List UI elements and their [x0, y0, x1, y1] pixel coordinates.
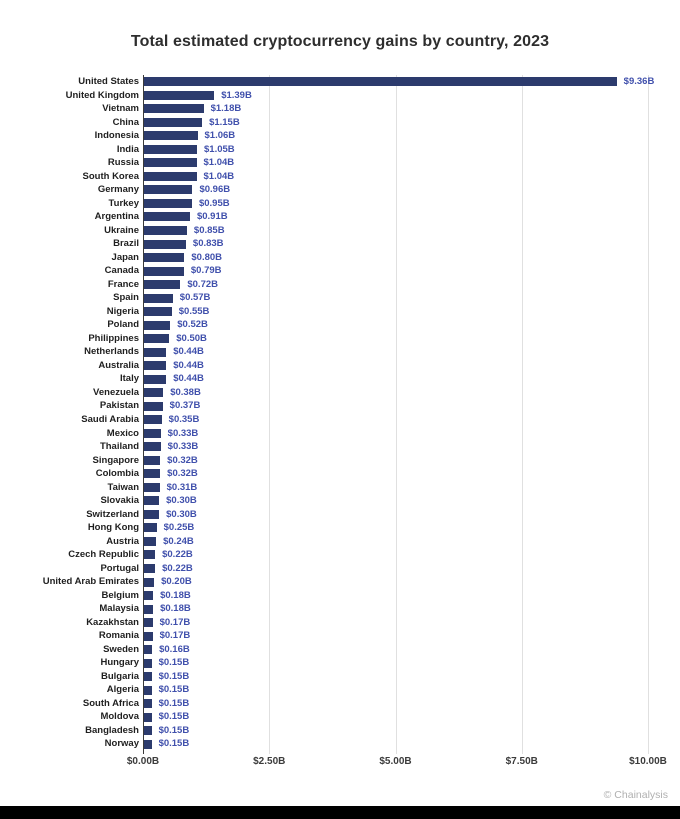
country-label: Brazil: [113, 238, 139, 250]
country-label: Vietnam: [102, 103, 139, 115]
chart-title: Total estimated cryptocurrency gains by country, 2023: [130, 33, 550, 50]
value-label: $0.30B: [166, 495, 197, 507]
value-label: $0.15B: [158, 711, 190, 723]
value-label: $0.72B: [187, 278, 218, 290]
country-label: Poland: [107, 319, 139, 331]
bar-row: [0, 467, 680, 481]
value-label: $0.15B: [158, 670, 190, 682]
value-label: $0.18B: [160, 603, 191, 615]
value-label: $0.44B: [173, 346, 204, 358]
bar-row: [0, 197, 680, 211]
country-label: Algeria: [106, 684, 139, 696]
value-label: $0.24B: [163, 535, 194, 547]
bar-row: [0, 210, 680, 224]
bar: [144, 591, 153, 600]
value-label: $0.37B: [169, 400, 201, 412]
value-label: $0.15B: [158, 657, 190, 669]
country-label: Belgium: [101, 589, 139, 601]
bar: [144, 672, 152, 681]
value-label: $1.18B: [210, 103, 242, 115]
bar: [144, 172, 197, 181]
bar: [144, 158, 197, 167]
value-label: $0.15B: [158, 738, 190, 750]
bar: [144, 185, 192, 194]
value-label: $0.22B: [162, 549, 193, 561]
country-label: France: [107, 278, 139, 290]
bar: [144, 240, 186, 249]
country-label: Colombia: [95, 468, 139, 480]
bar: [144, 280, 180, 289]
bar-row: [0, 291, 680, 305]
bar: [144, 375, 166, 384]
country-label: United States: [78, 76, 139, 87]
bar: [144, 131, 198, 140]
value-label: $1.04B: [203, 170, 235, 182]
country-label: South Africa: [82, 697, 139, 709]
value-label: $0.32B: [167, 468, 198, 480]
bar-row: [0, 89, 680, 103]
country-label: Austria: [106, 535, 139, 547]
country-label: Hungary: [100, 657, 139, 669]
value-label: $0.17B: [159, 616, 191, 628]
bar: [144, 361, 166, 370]
country-label: South Korea: [82, 170, 139, 182]
country-label: Mexico: [106, 427, 139, 439]
country-label: Italy: [119, 373, 139, 385]
bar: [144, 564, 155, 573]
bar: [144, 726, 152, 735]
value-label: $0.96B: [199, 184, 231, 196]
value-label: $0.15B: [158, 724, 190, 736]
bar: [144, 429, 161, 438]
x-axis-tick-label: $0.00B: [126, 756, 160, 767]
value-label: $9.36B: [623, 76, 655, 87]
country-label: Japan: [111, 251, 139, 263]
value-label: $0.33B: [167, 441, 199, 453]
value-label: $0.80B: [191, 251, 223, 263]
country-label: Romania: [98, 630, 139, 642]
country-label: Turkey: [108, 197, 139, 209]
bar-row: [0, 413, 680, 427]
bar: [144, 699, 152, 708]
bar: [144, 415, 162, 424]
bar-row: [0, 116, 680, 130]
country-label: Spain: [113, 292, 139, 304]
value-label: $0.57B: [179, 292, 211, 304]
bar: [144, 740, 152, 749]
bar-row: [0, 535, 680, 549]
country-label: Kazakhstan: [86, 616, 139, 628]
bar: [144, 632, 153, 641]
bar: [144, 212, 190, 221]
bar-row: [0, 683, 680, 697]
bar-row: [0, 454, 680, 468]
bar: [144, 118, 202, 127]
country-label: Canada: [104, 265, 139, 277]
value-label: $0.35B: [168, 414, 200, 425]
value-label: $0.15B: [158, 684, 190, 696]
country-label: Singapore: [92, 454, 139, 466]
bar-row: [0, 399, 680, 413]
country-label: Czech Republic: [68, 549, 139, 561]
bar-row: [0, 724, 680, 738]
bar: [144, 510, 159, 519]
value-label: $0.85B: [193, 224, 225, 236]
bar-row: [0, 332, 680, 346]
value-label: $0.32B: [167, 454, 198, 466]
bar-row: [0, 318, 680, 332]
bar-row: [0, 575, 680, 589]
value-label: $0.83B: [192, 238, 224, 250]
value-label: $0.38B: [170, 386, 201, 398]
bar-row: [0, 264, 680, 278]
bar-row: [0, 616, 680, 630]
bar: [144, 645, 152, 654]
bar-row: [0, 670, 680, 684]
country-label: Bangladesh: [85, 724, 139, 736]
bar-row: [0, 440, 680, 454]
country-label: Portugal: [100, 562, 139, 574]
country-label: United Arab Emirates: [42, 576, 139, 588]
bar-row: [0, 629, 680, 643]
country-label: Sweden: [103, 643, 139, 655]
country-label: Malaysia: [99, 603, 139, 615]
country-label: Norway: [104, 738, 139, 750]
bar: [144, 578, 154, 587]
country-label: China: [112, 116, 139, 128]
country-label: Russia: [107, 157, 139, 169]
value-label: $0.52B: [177, 319, 208, 331]
country-label: Hong Kong: [87, 522, 139, 534]
value-label: $0.95B: [198, 197, 230, 209]
bar: [144, 91, 214, 100]
value-label: $1.06B: [204, 130, 236, 142]
bar: [144, 483, 160, 492]
country-label: Philippines: [88, 332, 139, 344]
bar-row: [0, 656, 680, 670]
bar: [144, 388, 163, 397]
bar-row: [0, 427, 680, 441]
x-axis-tick-label: $7.50B: [505, 756, 538, 767]
value-label: $0.33B: [167, 427, 199, 439]
value-label: $0.50B: [176, 332, 207, 344]
country-label: Argentina: [94, 211, 139, 223]
country-label: United Kingdom: [65, 89, 139, 101]
bar-row: [0, 345, 680, 359]
bar-row: [0, 697, 680, 711]
bar: [144, 77, 617, 86]
value-label: $1.05B: [204, 143, 235, 155]
country-label: Australia: [98, 359, 139, 371]
country-label: Venezuela: [93, 386, 139, 398]
bar-row: [0, 278, 680, 292]
bar: [144, 537, 156, 546]
value-label: $0.31B: [166, 481, 198, 493]
bar: [144, 550, 155, 559]
bar: [144, 253, 184, 262]
bar-row: [0, 251, 680, 265]
value-label: $0.55B: [178, 305, 210, 317]
bar-row: [0, 508, 680, 522]
value-label: $0.91B: [196, 211, 228, 223]
value-label: $1.15B: [209, 116, 240, 128]
x-axis-tick-label: $5.00B: [379, 756, 412, 767]
bar: [144, 713, 152, 722]
bar: [144, 294, 173, 303]
bar-row: [0, 359, 680, 373]
country-label: Saudi Arabia: [81, 414, 139, 425]
bar: [144, 321, 170, 330]
bar-row: [0, 305, 680, 319]
country-label: Bulgaria: [100, 670, 139, 682]
bar-row: [0, 224, 680, 238]
bar: [144, 469, 160, 478]
value-label: $0.16B: [159, 643, 190, 655]
value-label: $0.22B: [162, 562, 193, 574]
country-label: Switzerland: [86, 508, 139, 520]
value-label: $0.44B: [173, 359, 204, 371]
value-label: $0.15B: [158, 697, 190, 709]
bar: [144, 402, 163, 411]
bar-row: [0, 183, 680, 197]
bar-row: [0, 602, 680, 616]
value-label: $0.79B: [190, 265, 222, 277]
bar-row: [0, 481, 680, 495]
bar-row: [0, 237, 680, 251]
bar-row: [0, 562, 680, 576]
bar: [144, 348, 166, 357]
bar-row: [0, 710, 680, 724]
bar-row: [0, 156, 680, 170]
country-label: India: [116, 143, 139, 155]
attribution-text: © Chainalysis: [603, 789, 668, 801]
x-axis-tick-label: $10.00B: [629, 756, 667, 767]
country-label: Germany: [97, 184, 139, 196]
bar-row: [0, 170, 680, 184]
bar: [144, 199, 192, 208]
value-label: $0.18B: [160, 589, 191, 601]
bar-row: [0, 589, 680, 603]
value-label: $0.25B: [163, 522, 195, 534]
bar-row: [0, 643, 680, 657]
country-label: Taiwan: [107, 481, 139, 493]
value-label: $0.20B: [161, 576, 192, 588]
bar: [144, 104, 204, 113]
bar-row: [0, 386, 680, 400]
bar: [144, 307, 172, 316]
bar: [144, 334, 169, 343]
bar-row: [0, 372, 680, 386]
bar: [144, 456, 160, 465]
bottom-black-band: [0, 806, 680, 819]
bar: [144, 267, 184, 276]
value-label: $0.30B: [166, 508, 197, 520]
country-label: Slovakia: [100, 495, 139, 507]
bar-row: [0, 548, 680, 562]
x-axis-tick-label: $2.50B: [253, 756, 286, 767]
bar-row: [0, 129, 680, 143]
bar: [144, 659, 152, 668]
value-label: $1.39B: [221, 89, 252, 101]
bar: [144, 496, 159, 505]
country-label: Netherlands: [84, 346, 139, 358]
country-label: Nigeria: [106, 305, 139, 317]
bar: [144, 523, 157, 532]
bar: [144, 686, 152, 695]
country-label: Pakistan: [99, 400, 139, 412]
country-label: Moldova: [100, 711, 139, 723]
bar: [144, 226, 187, 235]
value-label: $0.17B: [159, 630, 191, 642]
bar-row: [0, 521, 680, 535]
bar: [144, 605, 153, 614]
country-label: Indonesia: [94, 130, 139, 142]
bar: [144, 618, 153, 627]
bar-row: [0, 75, 680, 89]
country-label: Ukraine: [104, 224, 139, 236]
bar-row: [0, 737, 680, 751]
bar-row: [0, 102, 680, 116]
bar-row: [0, 143, 680, 157]
bar: [144, 442, 161, 451]
country-label: Thailand: [99, 441, 139, 453]
value-label: $1.04B: [203, 157, 235, 169]
value-label: $0.44B: [173, 373, 204, 385]
bar-row: [0, 494, 680, 508]
bar: [144, 145, 197, 154]
